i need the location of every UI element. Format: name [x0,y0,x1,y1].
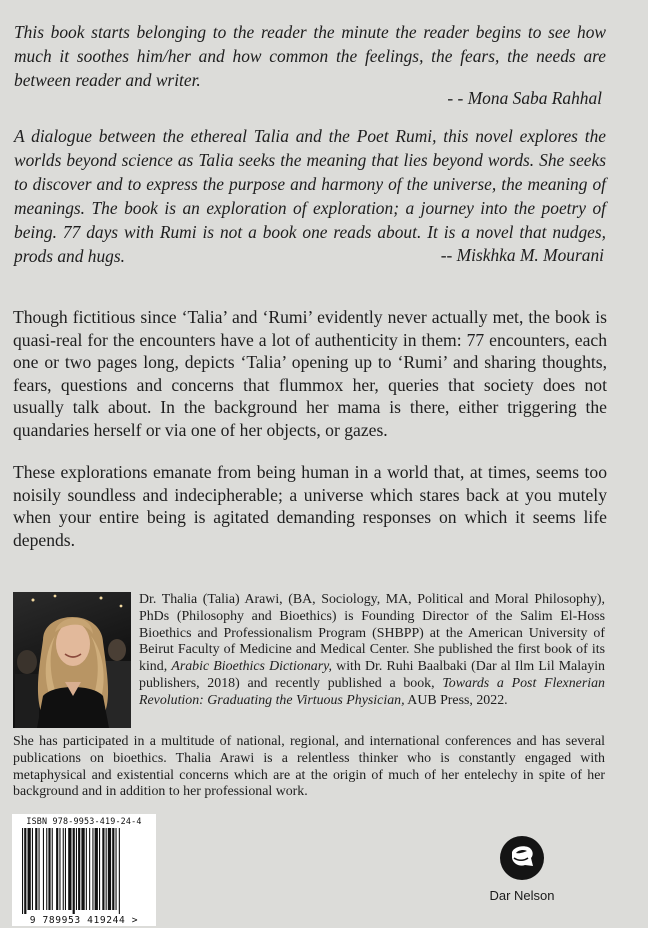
barcode-bar [116,828,117,910]
barcode-bar [81,828,84,910]
isbn-digits: 9 789953 419244 > [29,915,139,926]
author-photo [13,592,131,728]
quote-2-attribution: -- Miskhka M. Mourani [440,245,604,265]
barcode-bar [48,828,50,910]
barcode-bar [43,828,44,910]
barcode-bar [119,828,120,914]
barcode-bar [73,828,75,914]
barcode-bars [12,814,156,926]
publisher-block [486,836,558,903]
barcode-bar [22,828,23,914]
barcode-bar [46,828,47,910]
isbn-label: ISBN 978-9953-419-24-4 [26,816,142,826]
description-paragraph-2: These explorations emanate from being human in a world that, at times, seems too noisily soundless and indecipherable; a universe which stares back at you mutely when your entire being is agitated demanding responses on which it seems life depends. [13,462,607,550]
barcode-bar [106,828,107,910]
barcode-bar [76,828,77,910]
barcode-bar [92,828,93,910]
isbn-barcode [12,814,156,926]
quote-2-text: A dialogue between the ethereal Talia and the Poet Rumi, this novel explores the worlds beyond science as Talia seeks the meaning that lies beyond words. She seeks to discover and to express the purpose and harmony of the universe, the meaning of meanings. The book is an exploration of exploration; a journey into the poetry of being. 77 days with Rumi is not a book one reads about. It is a novel that nudges, prods and hugs. [14,126,606,266]
barcode-bar [39,828,40,910]
author-bio-part-1: Dr. Thalia (Talia) Arawi, (BA, Sociology, MA, Political and Moral Philosophy), PhDs (Philosophy and Bioethics) is Founding Director of the Salim El-Hoss Bioethics and Professionalism Program (SHBPP) at the American University of Beirut Faculty of Medicine and Medical Center. She published the first book of its kind, [139,592,605,675]
quote-1-attribution: - - Mona Saba Rahhal [447,88,602,108]
barcode-bar [28,828,31,910]
barcode-bar [24,828,26,914]
barcode-bar [65,828,66,910]
author-bio-part-2: with Dr. Ruhi Baalbaki (Dar al Ilm Lil Malayin publishers, 2018) and recently published a book, [139,659,606,691]
barcode-bar [99,828,100,910]
barcode-bar [89,828,90,910]
barcode-bar [95,828,98,910]
barcode-bar [112,828,114,910]
publisher-name: Dar Nelson [489,888,555,903]
quote-1-text: This book starts belonging to the reader the minute the reader begins to see how much it soothes him/her and how common the feelings, the fears, the needs are between reader and writer. [14,22,606,90]
barcode-bar [59,828,60,910]
barcode-bar [32,828,33,910]
barcode-bar [63,828,64,910]
barcode-bar [68,828,71,910]
barcode-bar [52,828,53,910]
barcode-bar [56,828,58,910]
barcode-bar [108,828,111,910]
author-bio-text [139,592,605,710]
barcode-bar [35,828,37,910]
book-title-post-flexnerian-revolution: Towards a Post Flexnerian Revolution: Graduating the Virtuous Physician, [139,675,605,708]
dar-nelson-logo-icon [500,836,544,880]
barcode-bar [86,828,87,910]
barcode-bar [78,828,80,910]
author-bio-part-3: AUB Press, 2022. [407,692,508,708]
barcode-bar [102,828,104,910]
author-bio-continued: She has participated in a multitude of national, regional, and international conferences and has several publications on bioethics. Thalia Arawi is a relentless thinker who is constantly engaged with metaphysical and existential concerns which are at the origin of much of her entelechy in spite of her background and in addition to her professional work. [13,734,605,800]
book-title-arabic-bioethics-dictionary: Arabic Bioethics Dictionary, [171,659,332,675]
description-paragraph-1: Though fictitious since ‘Talia’ and ‘Rumi’ evidently never actually met, the book is quasi-real for the encounters have a lot of authenticity in them: 77 encounters, each one or two pages long, depicts ‘Talia’ opening up to ‘Rumi’ and sharing thoughts, fears, questions and concerns that flummox her, queries that society does not usually talk about. In the background her mama is there, either triggering the quandaries herself or via one of her objects, or gazes. [13,307,607,440]
